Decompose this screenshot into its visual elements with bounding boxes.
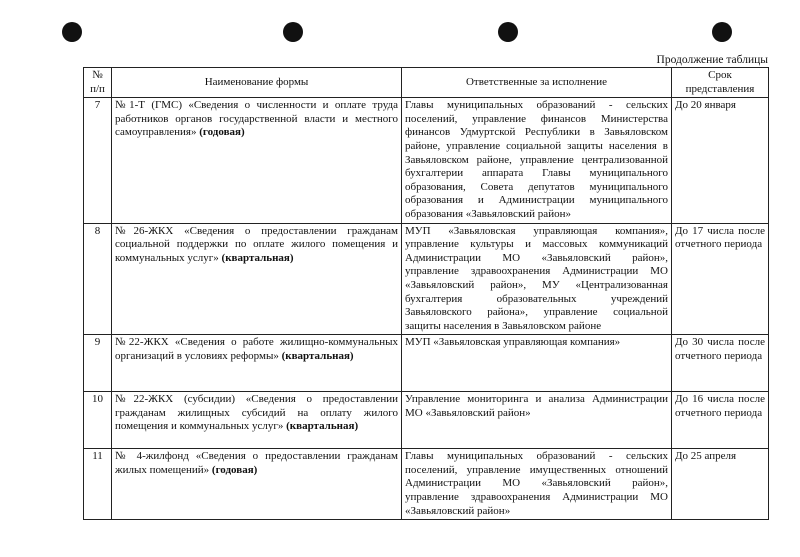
binder-hole — [283, 22, 303, 42]
row-form-name: № 4-жилфонд «Сведения о предоставлении гражданам жилых помещений» (годовая) — [112, 449, 402, 520]
header-responsible: Ответственные за исполнение — [402, 68, 672, 98]
binder-hole — [498, 22, 518, 42]
row-responsible: Главы муниципальных образований - сельских поселений, управление имущественных отношений Администрации МО «Завьяловский район», управление здравоохранения Администрации МО «Завьяловский район» — [402, 449, 672, 520]
row-num: 9 — [84, 335, 112, 392]
row-num: 10 — [84, 392, 112, 449]
row-deadline: До 20 января — [672, 98, 769, 223]
table-row — [84, 392, 769, 449]
row-form-name: №1-Т (ГМС) «Сведения о численности и оплате труда работников органов государственной власти и местного самоуправления» (годовая) — [112, 98, 402, 223]
row-responsible: Управление мониторинга и анализа Администрации МО «Завьяловский район» — [402, 392, 672, 449]
row-form-name: №26-ЖКХ «Сведения о предоставлении гражданам социальной поддержки по оплате жилого помещения и коммунальных услуг» (квартальная) — [112, 223, 402, 335]
binder-hole — [62, 22, 82, 42]
table-row — [84, 335, 769, 392]
forms-table — [83, 67, 769, 520]
row-period: (квартальная) — [281, 349, 354, 362]
row-period: (квартальная) — [221, 251, 294, 264]
table-row — [84, 98, 769, 223]
header-num: № п/п — [84, 68, 112, 98]
table-continuation-note: Продолжение таблицы — [656, 54, 768, 66]
row-form-name: №22-ЖКХ «Сведения о работе жилищно-коммунальных организаций в условиях реформы» (квартальная) — [112, 335, 402, 392]
row-form-name: №22-ЖКХ (субсидии) «Сведения о предоставлении гражданам жилищных субсидий на оплату жилого помещения и коммунальных услуг» (квартальная) — [112, 392, 402, 449]
binder-hole — [712, 22, 732, 42]
table-row — [84, 223, 769, 335]
header-name: Наименование формы — [112, 68, 402, 98]
row-deadline: До 25 апреля — [672, 449, 769, 520]
header-deadline: Срок представления — [672, 68, 769, 98]
row-deadline: До 17 числа после отчетного периода — [672, 223, 769, 335]
row-num: 11 — [84, 449, 112, 520]
row-responsible: МУП «Завьяловская управляющая компания» — [402, 335, 672, 392]
row-num: 7 — [84, 98, 112, 223]
table-header-row — [84, 68, 769, 98]
row-deadline: До 16 числа после отчетного периода — [672, 392, 769, 449]
row-num: 8 — [84, 223, 112, 335]
row-responsible: МУП «Завьяловская управляющая компания», управление культуры и массовых коммуникаций Администрации МО «Завьяловский район», управление здравоохранения Администрации МО «Завьяловский район», МУ «Централизованная бухгалтерия образовательных учреждений Завьяловского района», управление социальной защиты населения в Завьяловском районе — [402, 223, 672, 335]
row-period: (годовая) — [211, 463, 258, 476]
row-responsible: Главы муниципальных образований - сельских поселений, управление финансов Министерства финансов Удмуртской Республики в Завьяловском районе, управление социальной защиты населения в Завьяловском районе, управление централизованной бухгалтерии аппарата Главы муниципального образования, Совета депутатов муниципального образования и Администрации муниципального образования «Завьяловский район» — [402, 98, 672, 223]
table-row — [84, 449, 769, 520]
row-deadline: До 30 числа после отчетного периода — [672, 335, 769, 392]
row-period: (годовая) — [199, 126, 245, 139]
row-period: (квартальная) — [286, 420, 359, 433]
